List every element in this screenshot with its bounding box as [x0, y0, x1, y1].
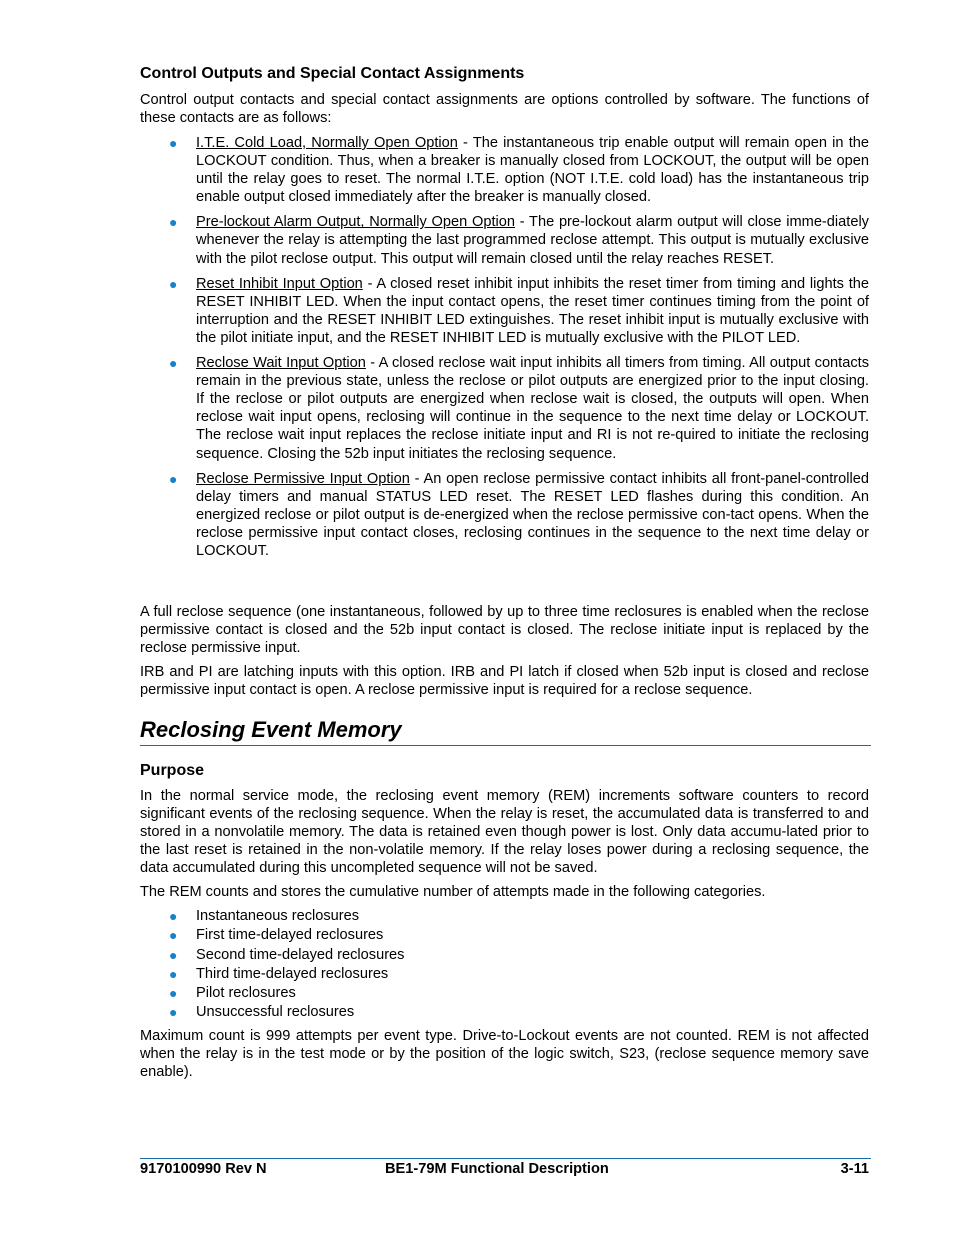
bullet-dot-icon: ●: [169, 214, 178, 231]
list-item: [140, 134, 869, 206]
option-title: Reclose Permissive Input Option: [196, 470, 410, 487]
bullet-dot-icon: ●: [169, 275, 178, 292]
bullet-dot-icon: ●: [169, 135, 178, 151]
rem-categories-list: [140, 907, 869, 1023]
list-item: [140, 946, 869, 965]
category-label: Unsuccessful reclosures: [196, 1004, 355, 1021]
option-title: Reclose Wait Input Option: [196, 355, 366, 372]
category-label: Third time-delayed reclosures: [196, 965, 389, 982]
purpose-paragraph: In the normal service mode, the reclosing event memory (REM) increments software counters to record significant events of the reclosing sequence. When the relay is reset, the accumulated data is transferred to and stored in a nonvolatile memory. The data is retained even though power is lost. Only data accumu-lated prior to the last reset is retained in the non-volatile memory. If the relay loses power during a reclosing sequence, the data accumulated during this uncompleted sequence will not be saved.: [140, 788, 869, 877]
intro-paragraph: Control output contacts and special contact assignments are options controlled by software. The functions of these contacts are as follows:: [140, 92, 869, 127]
full-sequence-paragraph: A full reclose sequence (one instantaneous, followed by up to three time reclosures is enabled when the reclose permissive contact is closed and the 52b input contact is closed. The reclose initiate input is replaced by the reclose permissive input.: [140, 604, 869, 657]
bullet-dot-icon: ●: [169, 965, 178, 982]
max-count-paragraph: Maximum count is 999 attempts per event type. Drive-to-Lockout events are not counted. REM is not affected when the relay is in the test mode or by the position of the logic switch, S23, (reclose sequence memory save enable).: [140, 1028, 869, 1081]
bullet-dot-icon: ●: [169, 946, 178, 963]
subheading-purpose: Purpose: [140, 762, 205, 779]
option-text: - A closed reclose wait input inhibits all timers from timing. All output contacts remain in the previous state, unless the reclose or pilot outputs are energized prior to the input closing. If the reclose or pilot outputs are energized when reclose wait is closed, the outputs will open. When reclose wait input opens, reclosing will continue in the sequence to the next time delay or LOCKOUT. The reclose wait input replaces the reclose initiate input and RI is not re-quired to initiate the reclosing sequence. Closing the 52b input initiates the reclosing sequence.: [196, 355, 869, 462]
category-label: Second time-delayed reclosures: [196, 946, 405, 963]
list-item: [140, 926, 869, 945]
list-item: [140, 907, 869, 926]
category-label: Pilot reclosures: [196, 985, 296, 1002]
category-label: First time-delayed reclosures: [196, 927, 384, 944]
list-item: [140, 213, 869, 267]
list-item: [140, 470, 869, 560]
bullet-dot-icon: ●: [169, 470, 178, 487]
list-item: [140, 965, 869, 984]
contact-options-list: [140, 134, 869, 560]
bullet-dot-icon: ●: [169, 355, 178, 372]
option-text: - The instantaneous trip enable output will remain open in the LOCKOUT condition. Thus, when a breaker is manually closed from LOCKOUT, the output will be open until the relay goes to reset. The normal I.T.E. option (NOT I.T.E. cold load) has the instantaneous trip enable output closed immediately after the breaker is manually closed.: [196, 135, 869, 206]
option-text: - An open reclose permissive contact inhibits all front-panel-controlled delay timers and manual STATUS LED reset. The RESET LED flashes during this condition. An energized reclose or pilot output is de-energized when the reclose permissive con-tact opens. When the reclose permissive input contact closes, reclosing continues in the sequence to the next time delay or LOCKOUT.: [196, 470, 870, 559]
latching-inputs-paragraph: IRB and PI are latching inputs with this option. IRB and PI latch if closed when 52b input is closed and reclose permissive input contact is open. A reclose permissive input is required for a reclose sequence.: [140, 664, 869, 699]
option-text: - The pre-lockout alarm output will close imme-diately whenever the relay is attempting the last programmed reclose attempt. This output is mutually exclusive with the pilot reclose output. This output will remain closed until the relay reaches RESET.: [196, 214, 869, 267]
option-title: I.T.E. Cold Load, Normally Open Option: [196, 135, 458, 151]
option-text: - A closed reset inhibit input inhibits the reset timer from timing and lights the RESET INHIBIT LED. When the input contact opens, the reset timer continues timing from the point of interruption and the RESET INHIBIT LED extinguishes. The reset inhibit input is mutually exclusive with the pilot initiate input, and the RESET INHIBIT LED is mutually exclusive with the PILOT LED.: [196, 275, 870, 346]
footer-doc-number: 9170100990 Rev N: [140, 1161, 267, 1177]
category-label: Instantaneous reclosures: [196, 908, 360, 924]
footer-doc-title: BE1-79M Functional Description: [385, 1161, 609, 1177]
page-footer: [140, 1158, 871, 1181]
section-heading-reclosing-event-memory: Reclosing Event Memory: [140, 716, 871, 746]
bullet-dot-icon: ●: [169, 908, 178, 924]
list-item: [140, 984, 869, 1003]
bullet-dot-icon: ●: [169, 927, 178, 944]
option-title: Pre-lockout Alarm Output, Normally Open Option: [196, 214, 515, 231]
footer-page-number: 3-11: [840, 1161, 869, 1177]
section-heading-control-outputs: Control Outputs and Special Contact Assignments: [140, 65, 525, 82]
rem-counts-paragraph: The REM counts and stores the cumulative number of attempts made in the following categories.: [140, 884, 766, 900]
bullet-dot-icon: ●: [169, 985, 178, 1002]
option-title: Reset Inhibit Input Option: [196, 275, 363, 292]
bullet-dot-icon: ●: [169, 1004, 178, 1021]
list-item: [140, 275, 869, 347]
list-item: [140, 1003, 869, 1022]
list-item: [140, 354, 869, 463]
